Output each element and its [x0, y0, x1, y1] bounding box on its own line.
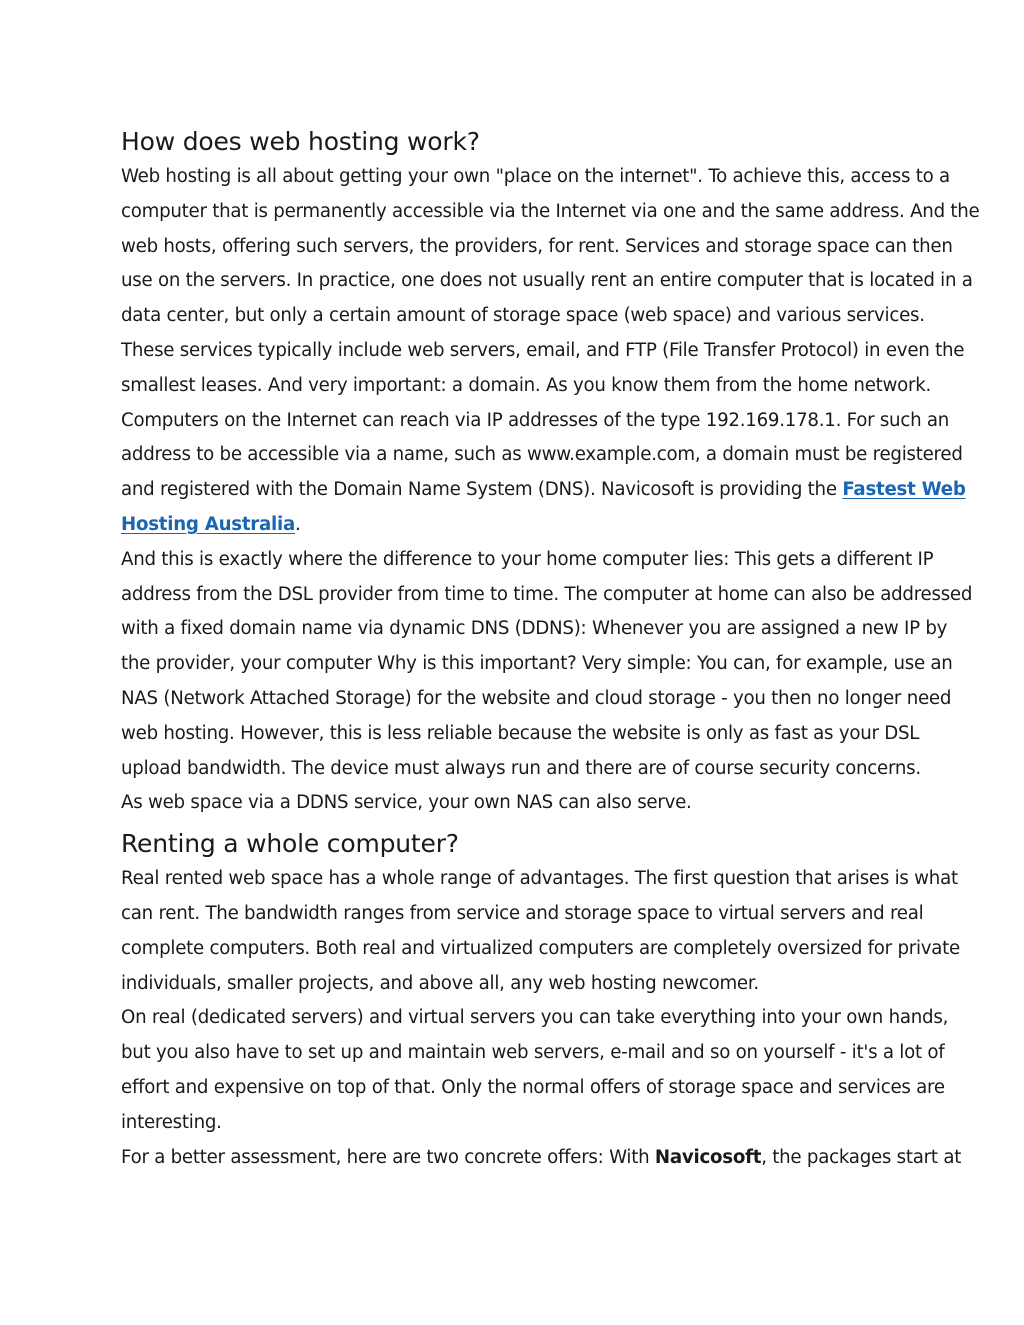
- paragraph-text: .: [295, 513, 301, 535]
- paragraph-text: , the packages start at: [761, 1146, 962, 1168]
- section-heading-renting-computer: Renting a whole computer?: [121, 829, 459, 859]
- paragraph-ddns-nas: As web space via a DDNS service, your own NAS can also serve.: [121, 792, 692, 814]
- paragraph-text: For a better assessment, here are two concrete offers: With: [121, 1146, 655, 1168]
- fastest-web-hosting-link[interactable]: Fastest Web Hosting Australia: [121, 479, 966, 535]
- paragraph-text: Web hosting is all about getting your own "place on the internet". To achieve this, access to a computer that is permanently accessible via the Internet via one and the same address. And the web hosts, offering such servers, the providers, for rent. Services and storage space can then use on the servers. In practice, one does not usually rent an entire computer that is located in a data center, but only a certain amount of storage space (web space) and various services. These services typically include web servers, email, and FTP (File Transfer Protocol) in even the smallest leases. And very important: a domain. As you know them from the home network. Computers on the Internet can reach via IP addresses of the type 192.169.178.1. For such an address to be accessible via a name, such as www.example.com, a domain must be registered and registered with the Domain Name System (DNS). Navicosoft is providing the: [121, 166, 980, 501]
- paragraph-dedicated-servers: On real (dedicated servers) and virtual servers you can take everything into your own hands, but you also have to set up and maintain web servers, e-mail and so on yourself - it's a lot of effort and expensive on top of that. Only the normal offers of storage space and services are interesting.: [121, 1007, 949, 1133]
- paragraph-hosting-intro: [121, 160, 981, 543]
- paragraph-rented-web-space: Real rented web space has a whole range of advantages. The first question that arises is what can rent. The bandwidth ranges from service and storage space to virtual servers and real complete computers. Both real and virtualized computers are completely oversized for private individuals, smaller projects, and above all, any web hosting newcomer.: [121, 868, 960, 994]
- paragraph-concrete-offers: [121, 1141, 981, 1176]
- paragraph-home-computer: And this is exactly where the difference to your home computer lies: This gets a different IP address from the DSL provider from time to time. The computer at home can also be addressed with a fixed domain name via dynamic DNS (DDNS): Whenever you are assigned a new IP by the provider, your computer Why is this important? Very simple: You can, for example, use an NAS (Network Attached Storage) for the website and cloud storage - you then no longer need web hosting. However, this is less reliable because the website is only as fast as your DSL upload bandwidth. The device must always run and there are of course security concerns.: [121, 548, 973, 779]
- section-heading-how-hosting-works: How does web hosting work?: [121, 127, 480, 156]
- document-page: [121, 124, 981, 1175]
- brand-name: Navicosoft: [654, 1146, 762, 1168]
